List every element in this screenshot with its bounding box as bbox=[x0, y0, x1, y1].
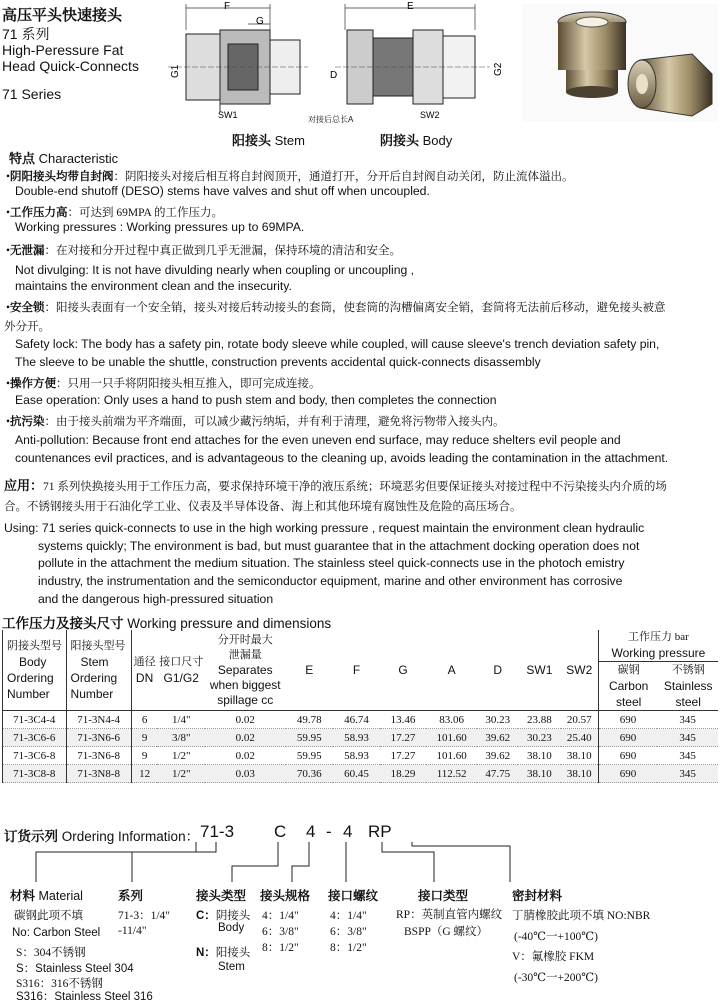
characteristic-heading-cn: 特点 bbox=[9, 151, 36, 166]
cell-spill: 0.02 bbox=[205, 747, 286, 765]
col-d: D bbox=[477, 630, 518, 711]
h-port: G1/G2 bbox=[163, 671, 199, 685]
h-stainless-en2: steel bbox=[675, 695, 701, 709]
cell-d: 30.23 bbox=[477, 711, 518, 729]
seal-nbr: 丁腈橡胶此项不填 NO:NBR bbox=[512, 910, 651, 922]
code-size: 4 bbox=[306, 822, 316, 841]
h-stem-en1: Stem bbox=[80, 655, 109, 669]
cell-f: 58.93 bbox=[333, 747, 380, 765]
table-row bbox=[3, 765, 719, 783]
cell-sw2: 38.10 bbox=[561, 765, 599, 783]
port-bspp: BSPP（G 螺纹） bbox=[404, 926, 489, 938]
h-stainless bbox=[658, 662, 718, 710]
application-en-4: industry, the instrumentation and the semiconductor equipment, marine and other environment has corrosive bbox=[38, 574, 623, 588]
h-spill-cn2: 泄漏量 bbox=[228, 648, 262, 661]
code-port: RP bbox=[368, 822, 392, 841]
cell-a: 101.60 bbox=[426, 729, 478, 747]
cell-sw2: 25.40 bbox=[561, 729, 599, 747]
col-stem-number bbox=[66, 630, 131, 711]
char-item-4-en-2: The sleeve to be unable the shuttle, construction prevents accidental quick-connects disassembly bbox=[15, 355, 541, 369]
dim-sw2-label: SW2 bbox=[420, 110, 440, 120]
cell-e: 59.95 bbox=[286, 729, 333, 747]
application-cn-text-1: 71 系列快换接头用于工作压力高，要求保持环境干净的液压系统；环境恶劣但要保证接头对接过程中不污染接头内介质的场 bbox=[43, 481, 667, 493]
body-label bbox=[380, 130, 452, 149]
cell-body: 71-3C4-4 bbox=[3, 711, 67, 729]
seal-title: 密封材料 bbox=[512, 889, 563, 903]
col-f: F bbox=[333, 630, 380, 711]
code-type: C bbox=[274, 822, 287, 841]
material-title-en: Material bbox=[38, 889, 83, 903]
port-title: 接口类型 bbox=[418, 889, 469, 903]
type-c-en: Body bbox=[218, 922, 245, 934]
cell-dn: 9 bbox=[131, 747, 157, 765]
type-c-key: C： bbox=[196, 910, 216, 922]
char-item-6-desc: ：由于接头前端为平齐端面，可以减少藏污纳垢，并有利于清理，避免将污物带入接头内。 bbox=[44, 416, 505, 428]
char-item-1-title: 阴阳接头均带自封阀 bbox=[10, 171, 114, 183]
cell-body: 71-3C6-6 bbox=[3, 729, 67, 747]
type-title: 接头类型 bbox=[196, 889, 247, 903]
product-photo bbox=[522, 4, 718, 122]
cell-e: 49.78 bbox=[286, 711, 333, 729]
h-spill-cn1: 分开时最大 bbox=[217, 633, 273, 646]
cell-sw1: 30.23 bbox=[518, 729, 561, 747]
h-body-cn: 阴接头型号 bbox=[7, 640, 62, 652]
h-spill-en3: spillage cc bbox=[217, 692, 274, 707]
cell-g: 17.27 bbox=[380, 747, 426, 765]
material-line-6: S316：Stainless Steel 316 bbox=[16, 991, 153, 1003]
h-stainless-en1: Stainless bbox=[663, 679, 713, 693]
series-en: 71 Series bbox=[2, 86, 62, 102]
material-line-5: S316：316不锈钢 bbox=[16, 978, 103, 990]
dim-g-label: G bbox=[256, 16, 264, 27]
stem-label-cn: 阳接头 bbox=[232, 133, 272, 148]
h-body-en3: Number bbox=[7, 687, 50, 701]
cell-a: 83.06 bbox=[426, 711, 478, 729]
material-line-2: No: Carbon Steel bbox=[12, 927, 101, 939]
thread-line-3: 8：1/2" bbox=[330, 942, 367, 954]
cell-port: 1/2" bbox=[157, 747, 204, 765]
page-title-en-line1: High-Peressure Fat bbox=[2, 42, 124, 58]
application-cn-1 bbox=[4, 475, 667, 494]
thread-line-2: 6：3/8" bbox=[330, 926, 367, 938]
series-line-1: 71-3：1/4" bbox=[118, 910, 170, 922]
ordering-connector-lines bbox=[0, 840, 720, 888]
h-carbon bbox=[599, 662, 659, 710]
dimensions-heading bbox=[2, 612, 331, 632]
cell-carbon: 690 bbox=[598, 747, 657, 765]
cell-port: 1/2" bbox=[157, 765, 204, 783]
cell-stainless: 345 bbox=[657, 711, 718, 729]
cell-carbon: 690 bbox=[598, 729, 657, 747]
dimensions-heading-en: Working pressure and dimensions bbox=[127, 616, 332, 631]
series-line-2: -11/4" bbox=[118, 925, 147, 937]
cell-f: 60.45 bbox=[333, 765, 380, 783]
cell-port: 1/4" bbox=[157, 711, 204, 729]
size-line-1: 4：1/4" bbox=[262, 910, 299, 922]
cell-port: 3/8" bbox=[157, 729, 204, 747]
char-item-3-cn: •无泄漏：在对接和分开过程中真正做到几乎无泄漏，保持环境的清洁和安全。 bbox=[6, 245, 402, 257]
cell-dn: 12 bbox=[131, 765, 157, 783]
dim-d-label: D bbox=[330, 70, 338, 81]
col-spill bbox=[205, 630, 286, 711]
col-g: G bbox=[380, 630, 426, 711]
cell-body: 71-3C8-8 bbox=[3, 765, 67, 783]
cell-d: 47.75 bbox=[477, 765, 518, 783]
col-sw2: SW2 bbox=[561, 630, 599, 711]
size-line-3: 8：1/2" bbox=[262, 942, 299, 954]
series-cn: 71 系列 bbox=[2, 26, 50, 42]
char-item-1-cn: •阴阳接头均带自封阀：阴阳接头对接后相互将自封阀顶开，通道打开，分开后自封阀自动关闭，防止流体溢出。 bbox=[6, 171, 574, 183]
char-item-1-en: Double-end shutoff (DESO) stems have valves and shut off when uncoupled. bbox=[15, 184, 430, 198]
seal-nbr-range: (-40℃一+100℃) bbox=[514, 931, 598, 943]
cell-e: 59.95 bbox=[286, 747, 333, 765]
dimensions-table bbox=[2, 630, 718, 783]
type-n-key: N： bbox=[196, 947, 216, 959]
char-item-2-title: 工作压力高 bbox=[10, 207, 68, 219]
h-port-cn: 接口尺寸 bbox=[159, 656, 204, 668]
cell-f: 46.74 bbox=[333, 711, 380, 729]
col-a: A bbox=[426, 630, 478, 711]
cell-stainless: 345 bbox=[657, 729, 718, 747]
application-en-2: systems quickly; The environment is bad, but must guarantee that in the attachment docking operation does not bbox=[38, 539, 640, 553]
cell-spill: 0.03 bbox=[205, 765, 286, 783]
cell-stainless: 345 bbox=[657, 765, 718, 783]
application-en-1: Using: 71 series quick-connects to use in the high working pressure , request maintain the environment clean hydraulic bbox=[4, 521, 645, 535]
code-dash: - bbox=[326, 822, 332, 841]
cell-sw2: 38.10 bbox=[561, 747, 599, 765]
thread-line-1: 4：1/4" bbox=[330, 910, 367, 922]
cell-stem: 71-3N6-8 bbox=[66, 747, 131, 765]
h-carbon-cn: 碳钢 bbox=[617, 664, 640, 676]
material-title bbox=[10, 886, 83, 904]
h-stem-cn: 阳接头型号 bbox=[70, 640, 126, 652]
cell-stem: 71-3N4-4 bbox=[66, 711, 131, 729]
page-title-en-line2: Head Quick-Connects bbox=[2, 58, 139, 74]
cell-sw1: 38.10 bbox=[518, 747, 561, 765]
table-header bbox=[3, 630, 719, 711]
h-stem-en3: Number bbox=[70, 687, 114, 701]
char-item-3-title: 无泄漏 bbox=[10, 245, 45, 257]
h-stem-en2: Ordering bbox=[70, 671, 118, 685]
page-title-cn: 高压平头快速接头 bbox=[2, 7, 123, 24]
h-wp-en: Working pressure bbox=[599, 645, 718, 662]
char-item-4-desc: ：阳接头表面有一个安全销，接头对接后转动接头的套筒，使套筒的沟槽偏离安全销，套筒将无法前后移动，避免接头被意 bbox=[44, 302, 666, 314]
char-item-5-desc: ：只用一只手将阴阳接头相互推入，即可完成连接。 bbox=[56, 378, 321, 390]
cell-g: 17.27 bbox=[380, 729, 426, 747]
material-title-cn: 材料 bbox=[10, 889, 36, 903]
type-n bbox=[196, 944, 250, 960]
col-working-pressure bbox=[598, 630, 718, 711]
char-item-5-cn: •操作方便：只用一只手将阴阳接头相互推入，即可完成连接。 bbox=[6, 378, 321, 390]
char-item-2-desc: ：可达到 69MPA 的工作压力。 bbox=[67, 207, 224, 219]
cell-spill: 0.02 bbox=[205, 729, 286, 747]
type-c-cn: 阴接头 bbox=[215, 910, 251, 922]
h-carbon-en2: steel bbox=[615, 695, 642, 709]
table-row bbox=[3, 711, 719, 729]
body-label-en: Body bbox=[422, 133, 453, 148]
material-line-3: S：304不锈钢 bbox=[16, 947, 86, 959]
char-item-4-en-1: Safety lock: The body has a safety pin, rotate body sleeve while coupled, will cause sleeve's trench deviation safety pin, bbox=[15, 337, 660, 351]
body-label-cn: 阴接头 bbox=[380, 133, 420, 148]
cell-dn: 9 bbox=[131, 729, 157, 747]
code-thread: 4 bbox=[343, 822, 353, 841]
char-item-5-en: Ease operation: Only uses a hand to push stem and body, then completes the connection bbox=[15, 393, 497, 407]
cell-body: 71-3C6-8 bbox=[3, 747, 67, 765]
cell-g: 13.46 bbox=[380, 711, 426, 729]
characteristic-heading-en: Characteristic bbox=[38, 151, 119, 166]
port-rp: RP：英制直管内螺纹 bbox=[396, 909, 503, 921]
char-item-6-en-2: countenances evil practices, and is advantageous to the cleaning up, avoids leading the contamination in the attachment. bbox=[15, 451, 669, 465]
type-n-en: Stem bbox=[218, 961, 245, 973]
h-dn: DN bbox=[135, 671, 154, 685]
col-body-number bbox=[3, 630, 67, 711]
cell-e: 70.36 bbox=[286, 765, 333, 783]
dim-f-label: F bbox=[224, 1, 231, 12]
application-heading: 应用： bbox=[4, 478, 44, 493]
char-item-1-desc: ：阴阳接头对接后相互将自封阀顶开，通道打开，分开后自封阀自动关闭，防止流体溢出。 bbox=[113, 171, 574, 183]
h-stainless-cn: 不锈钢 bbox=[671, 664, 705, 676]
cell-a: 101.60 bbox=[426, 747, 478, 765]
h-spill-en2: when biggest bbox=[209, 677, 281, 692]
dim-sw1-label: SW1 bbox=[218, 110, 238, 120]
col-port bbox=[157, 630, 204, 711]
char-item-6-cn: •抗污染：由于接头前端为平齐端面，可以减少藏污纳垢，并有利于清理，避免将污物带入接头内。 bbox=[6, 416, 505, 428]
char-item-4-cn-2: 外分开。 bbox=[4, 321, 50, 333]
char-item-3-desc: ：在对接和分开过程中真正做到几乎无泄漏，保持环境的清洁和安全。 bbox=[44, 245, 402, 257]
cell-stem: 71-3N6-6 bbox=[66, 729, 131, 747]
dim-g1-label: G1 bbox=[170, 64, 181, 78]
char-item-3-en-2: maintains the environment clean and the insecurity. bbox=[15, 279, 292, 293]
size-title: 接头规格 bbox=[260, 889, 311, 903]
cell-dn: 6 bbox=[131, 711, 157, 729]
characteristic-heading bbox=[9, 148, 118, 167]
cell-d: 39.62 bbox=[477, 747, 518, 765]
dimensions-heading-cn: 工作压力及接头尺寸 bbox=[2, 616, 124, 631]
char-item-2-en: Working pressures : Working pressures up to 69MPA. bbox=[15, 220, 305, 234]
cell-sw1: 38.10 bbox=[518, 765, 561, 783]
dim-e-label: E bbox=[407, 1, 414, 12]
cell-sw2: 20.57 bbox=[561, 711, 599, 729]
table-row bbox=[3, 747, 719, 765]
table-row bbox=[3, 729, 719, 747]
cell-d: 39.62 bbox=[477, 729, 518, 747]
application-en-3: pollute in the attachment the medium situation. The stainless steel quick-connects use in the photoch emistry bbox=[38, 556, 625, 570]
cell-spill: 0.02 bbox=[205, 711, 286, 729]
char-item-4-cn: •安全锁：阳接头表面有一个安全销，接头对接后转动接头的套筒，使套筒的沟槽偏离安全销，套筒将无法前后移动，避免接头被意 bbox=[6, 302, 666, 314]
cell-carbon: 690 bbox=[598, 765, 657, 783]
cell-stainless: 345 bbox=[657, 747, 718, 765]
h-carbon-en1: Carbon bbox=[608, 679, 649, 693]
series-title: 系列 bbox=[118, 889, 144, 903]
material-line-4: S：Stainless Steel 304 bbox=[16, 963, 134, 975]
material-line-1: 碳钢此项不填 bbox=[14, 910, 83, 922]
col-dn bbox=[131, 630, 157, 711]
application-en-5: and the dangerous high-pressured situation bbox=[38, 592, 274, 606]
type-c bbox=[196, 907, 250, 923]
char-item-3-en-1: Not divulging: It is not have divulding nearly when coupling or uncoupling , bbox=[15, 263, 415, 277]
cell-stem: 71-3N8-8 bbox=[66, 765, 131, 783]
char-item-4-title: 安全锁 bbox=[10, 302, 45, 314]
stem-label-en: Stem bbox=[274, 133, 305, 148]
h-spill-en1: Separates bbox=[217, 662, 273, 677]
code-series: 71-3 bbox=[200, 822, 235, 841]
char-item-6-en-1: Anti-pollution: Because front end attaches for the even uneven end surface, may reduce shelters evil people and bbox=[15, 433, 621, 447]
cell-a: 112.52 bbox=[426, 765, 478, 783]
ordering-heading-cn: 订货示列 bbox=[4, 829, 58, 844]
thread-title: 接口螺纹 bbox=[328, 889, 379, 903]
h-dn-cn: 通径 bbox=[133, 656, 156, 668]
cell-sw1: 23.88 bbox=[518, 711, 561, 729]
col-sw1: SW1 bbox=[518, 630, 561, 711]
char-item-6-title: 抗污染 bbox=[10, 416, 45, 428]
cell-carbon: 690 bbox=[598, 711, 657, 729]
col-e: E bbox=[286, 630, 333, 711]
h-body-en2: Ordering bbox=[7, 671, 54, 685]
ordering-heading-en: Ordering Information： bbox=[61, 829, 200, 844]
size-line-2: 6：3/8" bbox=[262, 926, 299, 938]
stem-label bbox=[232, 130, 305, 149]
h-wp-cn: 工作压力 bar bbox=[628, 631, 689, 643]
type-n-cn: 阳接头 bbox=[215, 947, 251, 959]
h-body-en1: Body bbox=[19, 655, 47, 669]
application-cn-2: 合。不锈钢接头用于石油化学工业、仪表及半导体设备、海上和其他环境有腐蚀性及危险的高压场合。 bbox=[4, 501, 522, 513]
dim-g2-label: G2 bbox=[493, 62, 504, 76]
seal-v: V：氟橡胶 FKM bbox=[512, 951, 595, 963]
cell-g: 18.29 bbox=[380, 765, 426, 783]
char-item-5-title: 操作方便 bbox=[10, 378, 57, 390]
char-item-2-cn: •工作压力高：可达到 69MPA 的工作压力。 bbox=[6, 207, 224, 219]
cell-f: 58.93 bbox=[333, 729, 380, 747]
total-length-label: 对接后总长A bbox=[308, 115, 354, 124]
seal-v-range: (-30℃一+200℃) bbox=[514, 972, 598, 984]
